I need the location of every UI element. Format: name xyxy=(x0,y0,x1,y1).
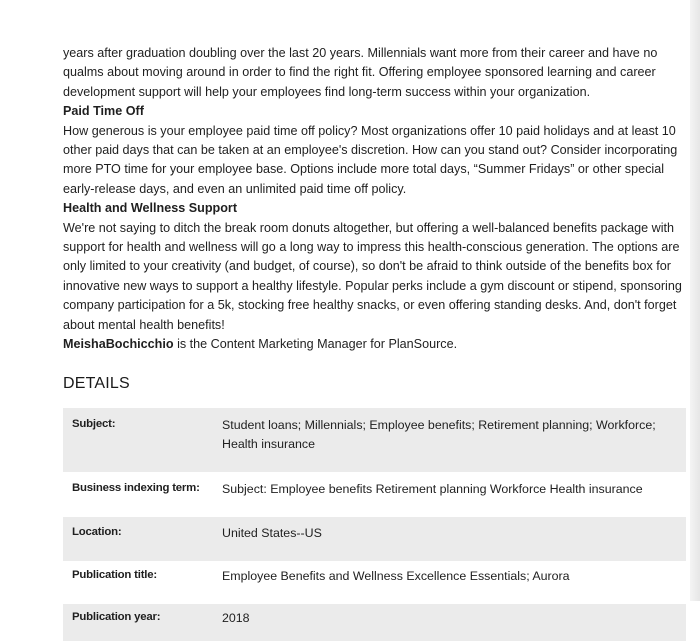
details-label: Publication title: xyxy=(72,569,157,581)
details-value: Employee Benefits and Wellness Excellence Essentials; Aurora xyxy=(222,569,570,583)
author-bio xyxy=(63,335,693,354)
details-value: Subject: Employee benefits Retirement planning Workforce Health insurance xyxy=(222,482,643,496)
details-label: Location: xyxy=(72,526,122,538)
details-label: Business indexing term: xyxy=(72,482,200,494)
intro-paragraph: years after graduation doubling over the last 20 years. Millennials want more from their career and have no qualms about moving around in order to find the right fit. Offering employee sponsored learning and career development support will help your employees find long-term success within your organization. xyxy=(63,46,658,99)
details-row-business-indexing-term xyxy=(63,472,686,517)
details-row-location xyxy=(63,517,686,561)
details-label: Subject: xyxy=(72,418,116,430)
section-body-paid-time-off: How generous is your employee paid time off policy? Most organizations offer 10 paid holidays and at least 10 other paid days that can be taken at an employee's discretion. How can you stand out? Consider incorporating more PTO time for your employee base. Options include more total days, “Summer Fridays” or other special early-release days, and even an unlimited paid time off policy. xyxy=(63,123,678,196)
author-role: is the Content Marketing Manager for PlanSource. xyxy=(173,337,458,352)
details-value: Student loans; Millennials; Employee benefits; Retirement planning; Workforce; Health insurance xyxy=(222,418,656,451)
section-heading-health-wellness: Health and Wellness Support xyxy=(63,201,238,216)
details-value: United States--US xyxy=(222,526,322,540)
section-heading-paid-time-off: Paid Time Off xyxy=(63,104,144,119)
article-body xyxy=(63,44,693,355)
details-heading: DETAILS xyxy=(63,375,130,392)
details-row-publication-year xyxy=(63,604,686,641)
details-label: Publication year: xyxy=(72,611,161,623)
section-body-health-wellness: We're not saying to ditch the break room donuts altogether, but offering a well-balanced benefits package with support for health and wellness will go a long way to impress this health-conscious generation. The options are only limited to your creativity (and budget, of course), so don't be afraid to think outside of the benefits box for innovative new ways to support a healthy lifestyle. Popular perks include a gym discount or stipend, sponsoring company participation for a 5k, stocking free healthy snacks, or even offering standing desks. And, don't forget about mental health benefits! xyxy=(63,220,682,332)
author-name: MeishaBochicchio xyxy=(63,337,174,352)
details-row-subject xyxy=(63,408,686,472)
details-table xyxy=(63,408,686,641)
details-value: 2018 xyxy=(222,611,250,625)
details-row-publication-title xyxy=(63,561,686,604)
